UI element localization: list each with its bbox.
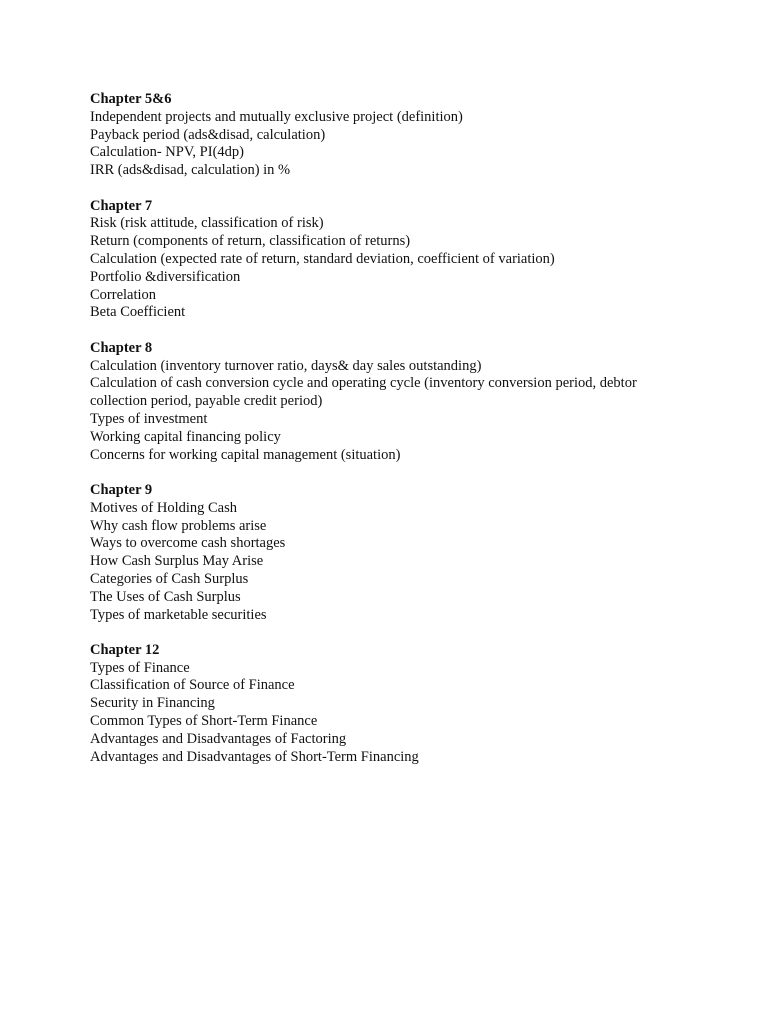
section-heading: Chapter 8	[90, 339, 153, 356]
list-item: Working capital financing policy	[90, 428, 281, 445]
list-item: Beta Coefficient	[90, 304, 186, 321]
list-item: Portfolio &diversification	[90, 268, 241, 285]
section-chapter-8	[90, 340, 690, 465]
list-item: Classification of Source of Finance	[90, 677, 295, 694]
section-chapter-12	[90, 642, 690, 767]
list-item: The Uses of Cash Surplus	[90, 588, 241, 605]
list-item: Calculation- NPV, PI(4dp)	[90, 144, 244, 161]
section-chapter-9	[90, 482, 690, 624]
section-heading: Chapter 9	[90, 481, 153, 498]
list-item: Types of marketable securities	[90, 606, 267, 623]
list-item: Why cash flow problems arise	[90, 517, 267, 534]
section-heading: Chapter 7	[90, 197, 153, 214]
section-chapter-7	[90, 198, 690, 323]
list-item: How Cash Surplus May Arise	[90, 553, 264, 570]
list-item: Types of investment	[90, 410, 208, 427]
list-item: Correlation	[90, 286, 157, 303]
list-item: Calculation of cash conversion cycle and operating cycle (inventory conversion period, debtor collection period, payable credit period)	[90, 375, 637, 410]
list-item: Motives of Holding Cash	[90, 499, 238, 516]
list-item: Advantages and Disadvantages of Short-Term Financing	[90, 748, 419, 765]
section-heading: Chapter 5&6	[90, 91, 172, 107]
list-item: Ways to overcome cash shortages	[90, 535, 286, 552]
list-item: Risk (risk attitude, classification of risk)	[90, 215, 324, 232]
list-item: IRR (ads&disad, calculation) in %	[90, 162, 291, 179]
document-page	[90, 91, 690, 784]
list-item: Security in Financing	[90, 695, 215, 712]
list-item: Types of Finance	[90, 659, 190, 676]
list-item: Payback period (ads&disad, calculation)	[90, 126, 326, 143]
list-item: Common Types of Short-Term Finance	[90, 713, 318, 730]
list-item: Return (components of return, classification of returns)	[90, 233, 411, 250]
list-item: Concerns for working capital management (situation)	[90, 446, 401, 463]
section-heading: Chapter 12	[90, 641, 160, 658]
list-item: Independent projects and mutually exclusive project (definition)	[90, 108, 463, 125]
list-item: Advantages and Disadvantages of Factoring	[90, 730, 347, 747]
list-item: Calculation (expected rate of return, standard deviation, coefficient of variation)	[90, 250, 555, 267]
list-item: Calculation (inventory turnover ratio, days& day sales outstanding)	[90, 357, 482, 374]
section-chapter-5-6	[90, 91, 690, 180]
list-item: Categories of Cash Surplus	[90, 570, 249, 587]
